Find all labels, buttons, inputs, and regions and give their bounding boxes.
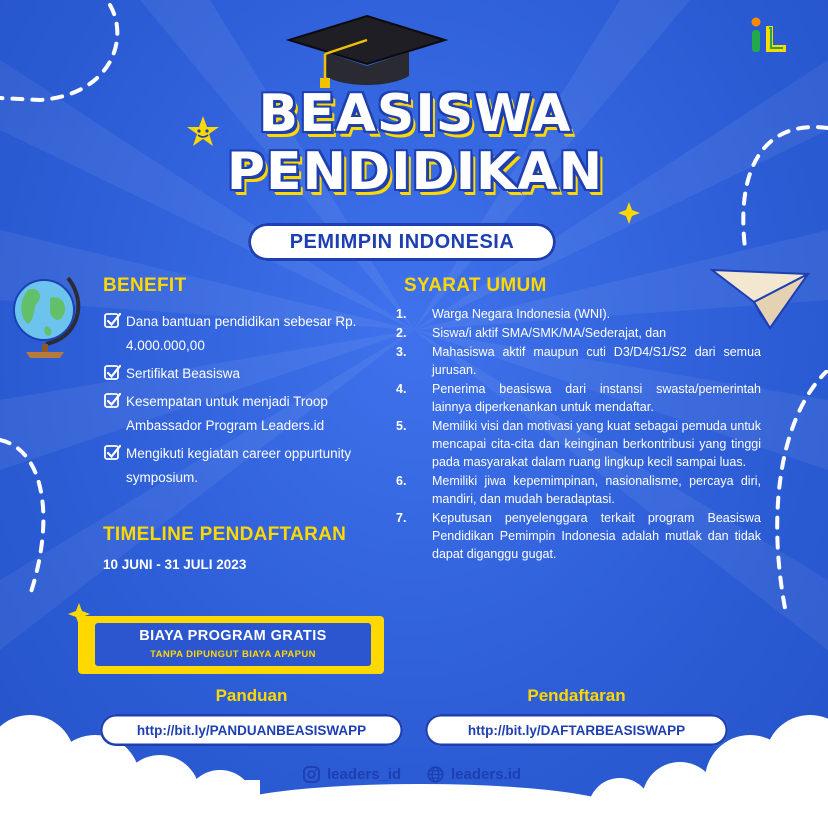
- syarat-text: Penerima beasiswa dari instansi swasta/pemerintah lainnya diperkenankan untuk mendaftar.: [432, 382, 761, 414]
- leaders-id-logo: [746, 14, 792, 60]
- syarat-item: [396, 509, 761, 563]
- biaya-inner-panel: [95, 623, 371, 666]
- benefit-list: [104, 310, 374, 494]
- syarat-number: 1.: [396, 307, 407, 321]
- checkbox-checked-icon: [104, 392, 121, 409]
- benefit-item: [104, 390, 374, 438]
- syarat-item: [396, 380, 761, 416]
- dashed-curve-top-left: [0, 0, 140, 110]
- instagram-icon: [303, 766, 320, 783]
- syarat-number: 3.: [396, 345, 407, 359]
- benefit-item: [104, 310, 374, 358]
- panduan-link-button[interactable]: http://bit.ly/PANDUANBEASISWAPP: [100, 714, 403, 746]
- syarat-item: [396, 324, 761, 342]
- pendaftaran-link-button[interactable]: http://bit.ly/DAFTARBEASISWAPP: [425, 714, 728, 746]
- syarat-text: Keputusan penyelenggara terkait program Beasiswa Pendidikan Pemimpin Indonesia adalah mutlak dan tidak dapat diganggu gugat.: [432, 511, 761, 561]
- checkbox-checked-icon: [104, 312, 121, 329]
- website-link[interactable]: [427, 766, 521, 783]
- benefit-text: Sertifikat Beasiswa: [126, 366, 241, 381]
- benefit-item: [104, 362, 374, 386]
- benefit-text: Dana bantuan pendidikan sebesar Rp. 4.000.000,00: [126, 314, 357, 353]
- syarat-text: Warga Negara Indonesia (WNI).: [432, 307, 611, 321]
- globe-web-icon: [427, 766, 444, 783]
- syarat-item: [396, 343, 761, 379]
- syarat-list: [396, 305, 761, 564]
- timeline-heading: TIMELINE PENDAFTARAN: [103, 524, 347, 545]
- syarat-text: Memiliki visi dan motivasi yang kuat sebagai pemuda untuk mencapai cita-cita dan keinginan berkontribusi yang tinggi pada masyarakat dalam ruang lingkup kecil sampai luas.: [432, 419, 761, 469]
- instagram-handle[interactable]: [303, 766, 401, 783]
- benefit-heading: BENEFIT: [103, 275, 187, 296]
- syarat-item: [396, 305, 761, 323]
- syarat-text: Memiliki jiwa kepemimpinan, nasionalisme, percaya diri, mandiri, dan mudah beradaptasi.: [432, 474, 761, 506]
- syarat-number: 6.: [396, 474, 407, 488]
- panduan-label: Panduan: [215, 686, 288, 705]
- syarat-text: Siswa/i aktif SMA/SMK/MA/Sederajat, dan: [432, 326, 667, 340]
- dashed-curve-right: [730, 120, 828, 250]
- benefit-item: [104, 442, 374, 490]
- syarat-number: 7.: [396, 511, 407, 525]
- biaya-subtitle: TANPA DIPUNGUT BIAYA APAPUN: [150, 649, 316, 660]
- benefit-text: Mengikuti kegiatan career oppurtunity symposium.: [126, 446, 352, 485]
- syarat-item: [396, 417, 761, 471]
- title-line-2: PENDIDIKAN: [226, 142, 604, 202]
- pendaftaran-label: Pendaftaran: [527, 686, 626, 705]
- website-text: leaders.id: [451, 766, 522, 783]
- main-title: [200, 78, 630, 214]
- biaya-title: BIAYA PROGRAM GRATIS: [139, 628, 327, 644]
- cloud-bottom-center: [230, 760, 610, 817]
- benefit-text: Kesempatan untuk menjadi Troop Ambassador Program Leaders.id: [126, 394, 328, 433]
- syarat-number: 5.: [396, 419, 407, 433]
- instagram-handle-text: leaders_id: [327, 766, 402, 783]
- syarat-number: 2.: [396, 326, 407, 340]
- biaya-program-box: [78, 616, 384, 674]
- subtitle-pill: PEMIMPIN INDONESIA: [248, 223, 556, 261]
- syarat-text: Mahasiswa aktif maupun cuti D3/D4/S1/S2 dari semua jurusan.: [432, 345, 761, 377]
- checkbox-checked-icon: [104, 364, 121, 381]
- timeline-date: 10 JUNI - 31 JULI 2023: [103, 557, 247, 572]
- syarat-item: [396, 472, 761, 508]
- dashed-curve-left-bottom: [0, 430, 70, 600]
- title-line-1: BEASISWA: [258, 84, 572, 144]
- checkbox-checked-icon: [104, 444, 121, 461]
- syarat-number: 4.: [396, 382, 407, 396]
- syarat-heading: SYARAT UMUM: [404, 275, 547, 296]
- globe-icon: [6, 268, 86, 360]
